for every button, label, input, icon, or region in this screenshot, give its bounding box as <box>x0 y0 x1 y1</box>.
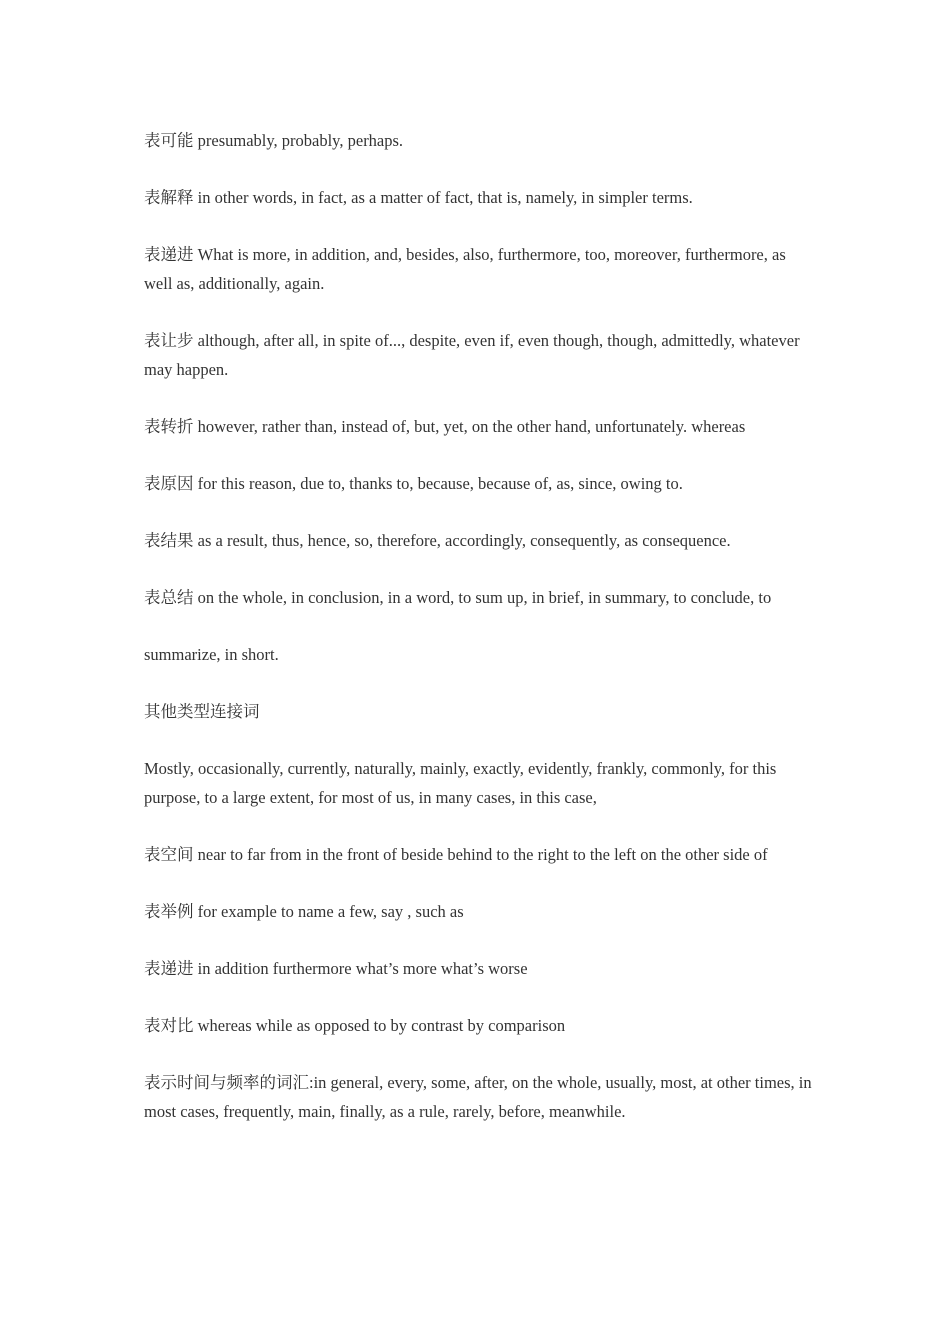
paragraph-other-connectors: Mostly, occasionally, currently, naturally, mainly, exactly, evidently, frankly, commonly, for this purpose, to a large extent, for most of us, in many cases, in this case, <box>144 759 777 807</box>
paragraph-explanation: 表解释 in other words, in fact, as a matter of fact, that is, namely, in simpler terms. <box>144 188 693 207</box>
paragraph-progression: 表递进 What is more, in addition, and, besides, also, furthermore, too, moreover, furthermore, as well as, additionally, again. <box>144 245 786 293</box>
paragraph-time-frequency: 表示时间与频率的词汇:in general, every, some, after, on the whole, usually, most, at other times, in most cases, frequently, main, finally, as a rule, rarely, before, meanwhile. <box>144 1073 812 1121</box>
paragraph-result: 表结果 as a result, thus, hence, so, therefore, accordingly, consequently, as consequence. <box>144 531 731 550</box>
paragraph-concession: 表让步 although, after all, in spite of..., despite, even if, even though, though, admittedly, whatever may happen. <box>144 331 800 379</box>
paragraph-cause: 表原因 for this reason, due to, thanks to, because, because of, as, since, owing to. <box>144 474 683 493</box>
paragraph-possibility: 表可能 presumably, probably, perhaps. <box>144 131 404 150</box>
paragraph-comparison: 表对比 whereas while as opposed to by contrast by comparison <box>144 1016 566 1035</box>
paragraph-examples: 表举例 for example to name a few, say , such as <box>144 902 464 921</box>
paragraph-progression-2: 表递进 in addition furthermore what’s more what’s worse <box>144 959 528 978</box>
paragraph-contrast: 表转折 however, rather than, instead of, but, yet, on the other hand, unfortunately. whereas <box>144 417 746 436</box>
section-heading-other-connectors: 其他类型连接词 <box>144 702 260 721</box>
paragraph-summary: 表总结 on the whole, in conclusion, in a word, to sum up, in brief, in summary, to conclude, to <box>144 588 772 607</box>
document-body <box>144 126 814 1154</box>
paragraph-summary-continued: summarize, in short. <box>144 645 279 664</box>
paragraph-space: 表空间 near to far from in the front of beside behind to the right to the left on the other side of <box>144 845 768 864</box>
